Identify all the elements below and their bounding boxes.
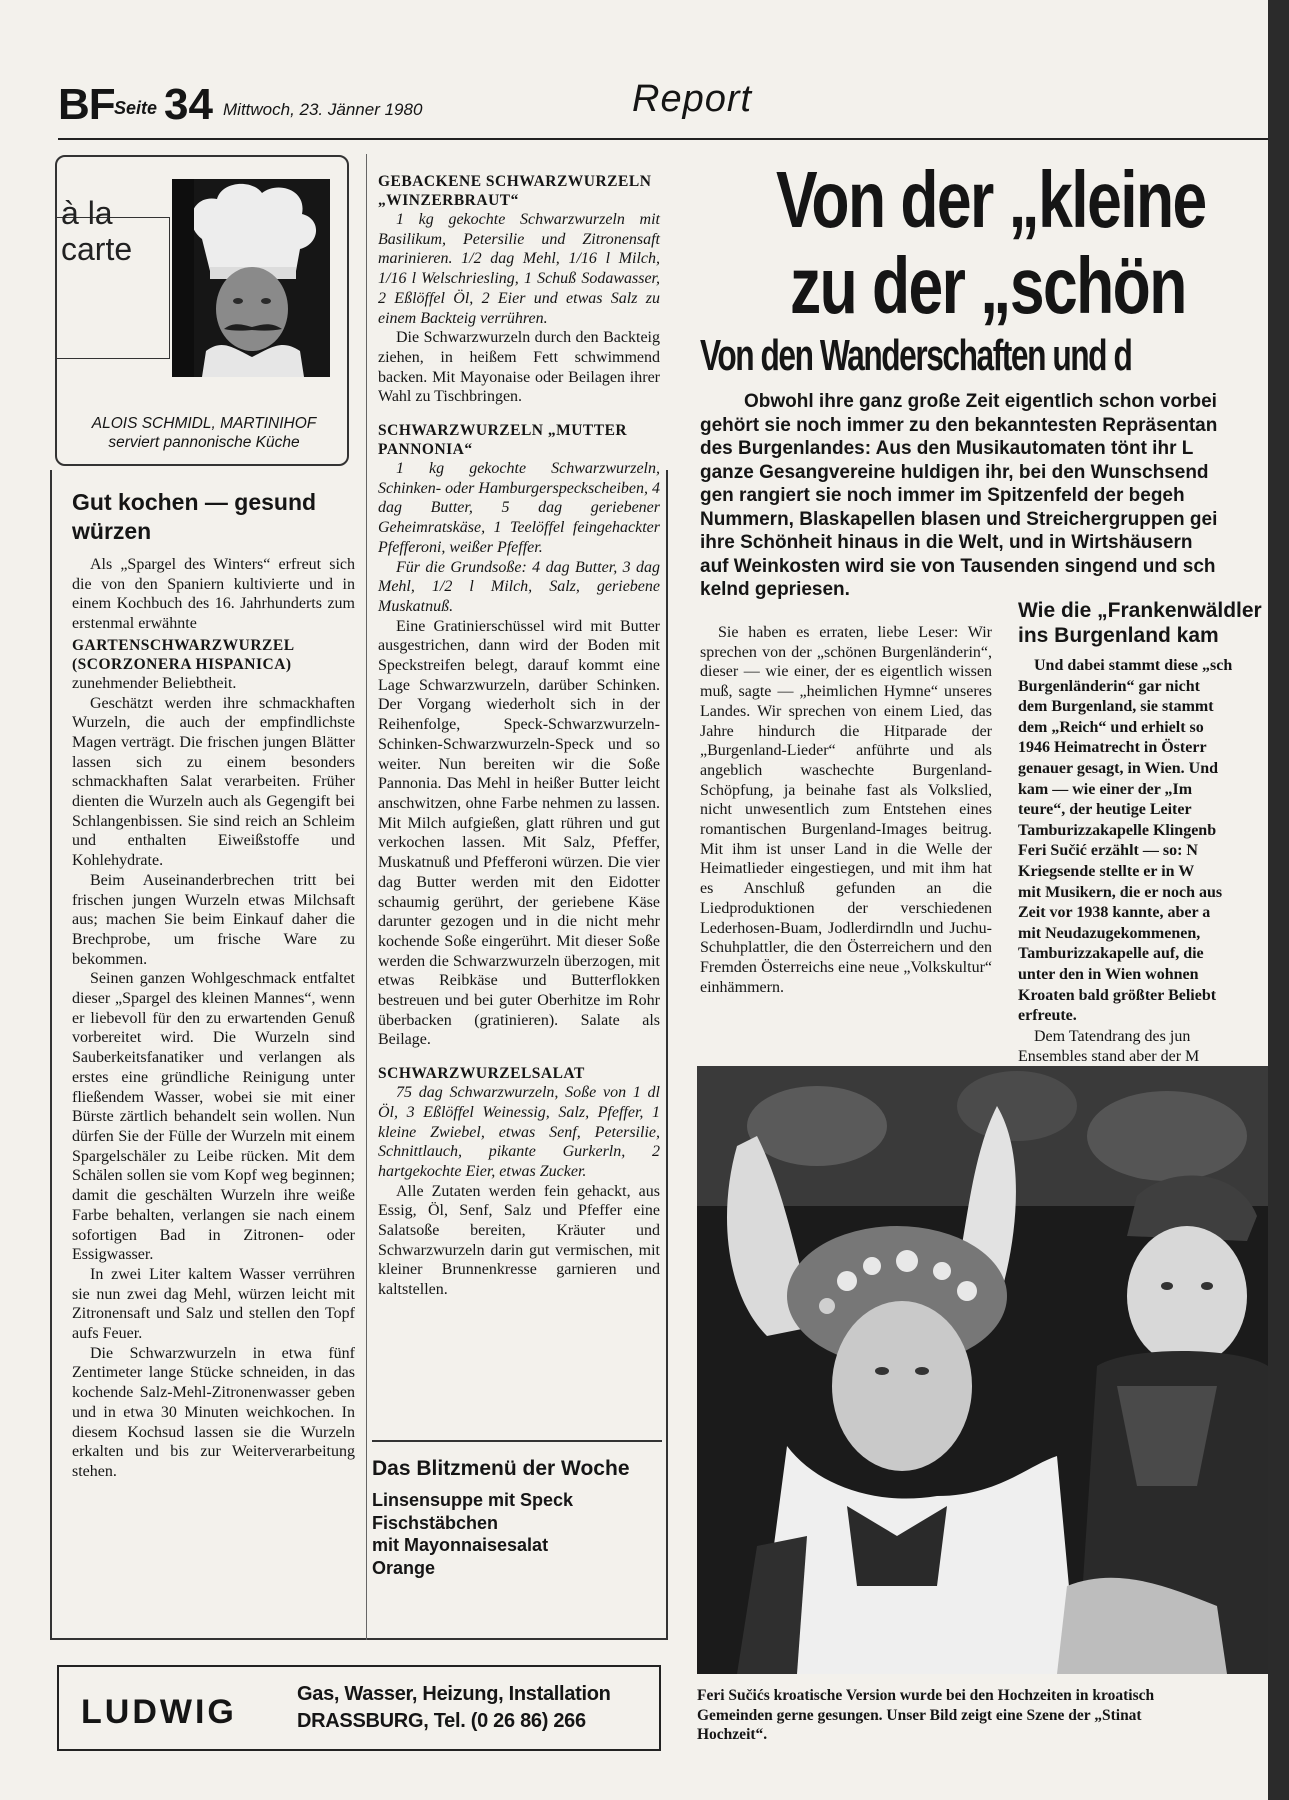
blitzmenu-box [372,1455,664,1579]
bold-paragraph: Und dabei stammt diese „sch Burgenländerin“ gar nicht dem Burgenland, sie stammt dem „Reich“ und erhielt so 1946 Heimatrecht in Österr genauer gesagt, in Wien. Und kam — wie einer der „Im teure“, der heutige Leiter Tamburizzakapelle Klingenb Feri Sučić erzählt — so: N Kriegsende stellte er in W mit Musikern, die er noch aus Zeit vor 1938 kannte, aber a mit Neudazugekommenen, Tamburizzakapelle auf, die unter den in Wien wohnen Kroaten bald größter Beliebt erfreute. [1018,657,1233,1025]
paragraph: Seinen ganzen Wohlgeschmack entfaltet dieser „Spargel des kleinen Mannes“, wenn er liebevoll für den zu erwartenden Genuß vorbereitet wird. Die Wurzeln sind Sauberkeitsfanatiker und verlangen als erstes eine gründliche Reinigung unter fließendem Wasser, wobei sie mit einer Bürste zärtlich behandelt sein wollen. Nun dürfen Sie der Fülle der Wurzeln mit einem Spargelschäler zu Leibe rücken. Mit dem Schälen sollen sie vom Kopf weg beginnen; damit die geschälten Wurzeln ihre weiße Farbe behalten, verlangen sie nach einem sofortigen Bad in Zitronen- oder Essigwasser. [72,970,355,1264]
header-rule [58,138,1268,140]
issue-date: Mittwoch, 23. Jänner 1980 [223,100,423,119]
right-article-column2 [1018,598,1268,1088]
alacarte-box [55,155,349,466]
recipe-title: SCHWARZWURZELSALAT [378,1065,585,1083]
ludwig-advertisement [57,1665,661,1751]
recipe-sauce: Für die Grundsoße: 4 dag Butter, 3 dag Mehl, 1/2 l Milch, Salz, geriebene Muskatnuß. [378,558,660,615]
page-number: 34 [164,80,213,129]
wedding-scene-image [697,1066,1268,1674]
recipe-ingredients: 1 kg gekochte Schwarzwurzeln mit Basilikum, Petersilie und Zitronensaft marinieren. 1/2 dag Mehl, 1/16 l Milch, 1/16 l Welschriesling, 1 Schuß Sodawasser, 2 Eßlöffel Öl, 2 Eier und etwas Salz zu einem Backteig verrühren. [378,211,660,327]
recipe-ingredients: 75 dag Schwarzwurzeln, Soße von 1 dl Öl, 3 Eßlöffel Weinessig, Salz, Pfeffer, 1 kleine Zwiebel, etwas Senf, Petersilie, Schnittlauch, pikante Gurkerln, 2 hartgekochte Eier, etwas Zucker. [378,1084,660,1180]
left-article-body [72,555,355,1482]
paragraph: Dem Tatendrang des jun Ensembles stand aber der M [1018,1027,1200,1066]
page-edge-shadow [1268,0,1289,1800]
ad-company-name: LUDWIG [81,1693,237,1731]
recipes-column [378,172,660,1300]
chef-portrait-photo [172,179,330,377]
paragraph: zunehmender Beliebtheit. [72,674,237,692]
paragraph: Sie haben es erraten, liebe Leser: Wir sprechen von der „schönen Burgenländerin“, dieser — wie einer, der es eigentlich wissen muß, sagte — „heimlichen Hymne“ unseres Landes. Wir sprechen von einem Lied, das Jahre hindurch die Hitparade der „Burgenland-Lieder“ anführte und als angeblich waschechte Burgenland-Schöpfung, ja beinahe fast als Volkslied, nicht unwesentlich zum Entstehen eines romantischen Burgenland-Images beitrug. Mit ihm ist unser Land in die Welle der Heimatlieder eingestiegen, und mit ihm hat es Anschluß gefunden an die Liedproduktionen der verschiedenen Lederhosen-Buam, Jodlerdirndln und Juchu-Schuhplattler, die den Österreichern und den Fremden Österreichs eine neue „Volkskultur“ einhämmern. [700,624,992,996]
column-divider [366,154,367,1640]
recipe-title: SCHWARZWURZELN „MUTTER PANNONIA“ [378,422,628,459]
recipe-instructions: Alle Zutaten werden fein gehackt, aus Essig, Öl, Senf, Salz und Pfeffer eine Salatsoße bereiten, Kräuter und Schwarzwurzeln darin gut vermischen, mit kleiner Brunnenkresse garnieren und kaltstellen. [378,1182,660,1299]
recipe-instructions: Eine Gratinierschüssel wird mit Butter ausgestrichen, dann wird der Boden mit Speckstreifen belegt, darauf kommt eine Lage Schwarzwurzeln, darüber Schinken. Der Vorgang wiederholt sich in der Reihenfolge, Speck-Schwarzwurzeln-Schinken-Schwarzwurzeln-Speck und so weiter. Nun bereiten wir die Soße Pannonia. Das Mehl in heißer Butter leicht anschwitzen, ohne Farbe nehmen zu lassen. Mit Milch aufgießen, glatt rühren und gut verkochen lassen. Mit Salz, Pfeffer, Muskatnuß und Pfefferoni würzen. Die vier dag Butter werden mit den Eidotter schaumig gerührt, der geriebene Käse darunter gezogen und in die nicht mehr kochende Soße eingerührt. Mit dieser Soße werden die Schwarzwurzeln überzogen, mit etwas Reibkäse und Butterflokken bestreuen und bei guter Oberhitze im Rohr überbacken (gratinieren). Salate als Beilage. [378,617,660,1049]
chef-portrait-image [172,179,330,377]
intro-paragraph: Als „Spargel des Winters“ erfreut sich die von den Spaniern kultivierte und in einem Kochbuch des 16. Jahrhunderts zum erstenmal erwähnte [72,556,355,633]
alacarte-brand: à la carte [61,195,133,267]
blitzmenu-title: Das Blitzmenü der Woche [372,1457,630,1480]
blitz-rule [372,1440,662,1442]
chef-caption: ALOIS SCHMIDL, MARTINIHOF serviert pannonische Küche [91,415,317,451]
left-article-heading: Gut kochen — gesund würzen [72,489,317,544]
ad-services: Gas, Wasser, Heizung, Installation [297,1683,611,1705]
recipe-title: GEBACKENE SCHWARZWURZELN „WINZERBRAUT“ [378,173,652,209]
right-article-column1 [700,623,992,997]
ad-contact: DRASSBURG, Tel. (0 26 86) 266 [297,1710,586,1732]
paragraph: In zwei Liter kaltem Wasser verrühren sie nun zwei dag Mehl, würzen leicht mit Zitronensaft und Salz und stellen den Topf aufs Feuer. [72,1265,355,1343]
recipe-instructions: Die Schwarzwurzeln durch den Backteig ziehen, in heißem Fett schwimmend backen. Mit Mayonaise oder Beilagen ihrer Wahl zu Tischbringen. [378,329,660,406]
subheadline: Von den Wanderschaften und d [700,331,1132,380]
blitzmenu-items: Linsensuppe mit Speck Fischstäbchen mit Mayonnaisesalat Orange [372,1490,574,1578]
wedding-photo [697,1066,1268,1674]
section-title: Report [632,78,753,120]
headline-line1: Von der „kleine [776,155,1206,244]
seite-label: Seite [114,98,158,118]
recipe-ingredients: 1 kg gekochte Schwarzwurzeln, Schinken- oder Hamburgerspeckscheiben, 4 dag Butter, 5 dag geriebener Geheimratskäse, 1 Teelöffel feingehackter Pfefferoni, weißer Pfeffer. [378,460,660,556]
paragraph: Die Schwarzwurzeln in etwa fünf Zentimeter lange Stücke schneiden, in das kochende Salz-Mehl-Zitronenwasser geben und in etwa 30 Minuten weichkochen. In diesem Kochsud lassen sie die Wurzeln erkalten und bis zur Weiterverarbeitung stehen. [72,1344,355,1480]
newspaper-logo: BF [58,80,115,129]
lead-paragraph: Obwohl ihre ganz große Zeit eigentlich schon vorbei gehört sie noch immer zu den bekanntesten Repräsentan des Burgenlandes: Aus den Musikautomaten tönt ihr L ganze Gesangvereine huldigen ihr, bei den Wunschsend gen rangiert sie noch immer im Spitzenfeld der begeh Nummern, Blaskapellen blasen und Streichergruppen gei ihre Schönheit hinaus in die Welt, und in Wirtshäusern auf Weinkosten wird sie von Tausenden singend und sch kelnd gepriesen. [700,391,1218,600]
headline-line2: zu der „schön [790,241,1186,330]
paragraph: Geschätzt werden ihre schmackhaften Wurzeln, die auch der empfindlichste Magen verträgt. Die frischen jungen Blätter lassen sich zu einem besonders schmackhaften Salat verarbeiten. Früher dienten die Wurzeln auch als Gegengift bei Schlangenbissen. Sie sind reich an Schleim und enthalten Eiweißstoffe und Kohlehydrate. [72,694,355,870]
photo-caption: Feri Sučićs kroatische Version wurde bei den Hochzeiten in kroatisch Gemeinden gerne gesungen. Unser Bild zeigt eine Szene der „Stinat Hochzeit“. [697,1687,1155,1743]
column-heading: Wie die „Frankenwäldler ins Burgenland kam [1018,599,1262,647]
subheading-plant: GARTENSCHWARZWURZEL (SCORZONERA HISPANICA) [72,636,295,673]
paragraph: Beim Auseinanderbrechen tritt bei frischen jungen Wurzeln etwas Milchsaft aus; machen Sie beim Einkauf daher die Brechprobe, um frische Ware zu bekommen. [72,871,355,968]
